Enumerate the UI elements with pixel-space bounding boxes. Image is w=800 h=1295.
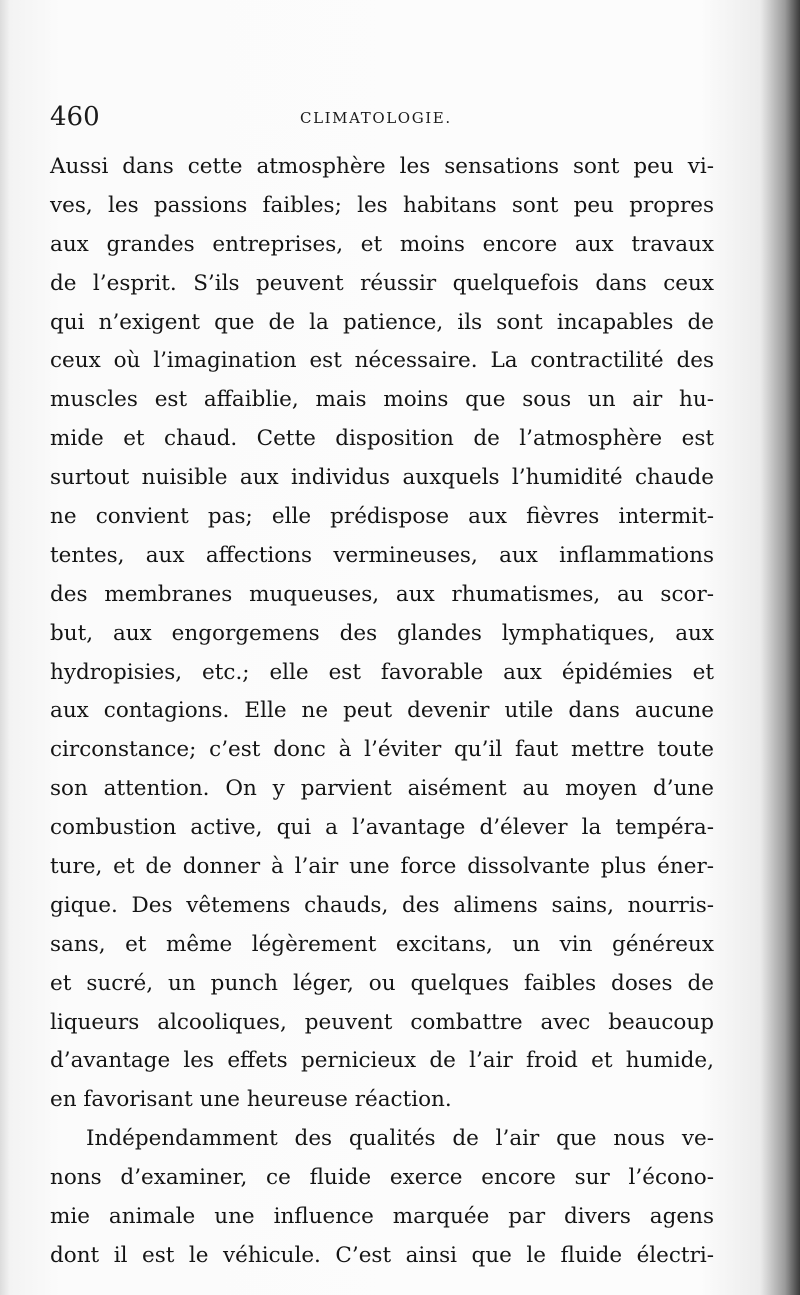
text-line: en favorisant une heureuse réaction. bbox=[50, 1087, 452, 1113]
text-line: des membranes muqueuses, aux rhumatismes, au scor- bbox=[50, 581, 714, 607]
text-line: Aussi dans cette atmosphère les sensations sont peu vi- bbox=[50, 154, 714, 179]
text-line: muscles est affaiblie, mais moins que sous un air hu- bbox=[50, 387, 714, 413]
text-line: ceux où l’imagination est nécessaire. La contractilité des bbox=[50, 348, 714, 374]
paragraph-2 bbox=[50, 1120, 714, 1276]
page-number: 460 bbox=[50, 102, 100, 132]
text-line: mide et chaud. Cette disposition de l’atmosphère est bbox=[50, 426, 714, 452]
paragraph-1 bbox=[50, 148, 714, 1120]
text-line: ves, les passions faibles; les habitans sont peu propres bbox=[50, 192, 714, 218]
page-header bbox=[50, 100, 710, 134]
running-title: CLIMATOLOGIE. bbox=[300, 109, 452, 127]
body-text bbox=[50, 148, 714, 1276]
text-line: tentes, aux affections vermineuses, aux inflammations bbox=[50, 542, 714, 568]
text-line: surtout nuisible aux individus auxquels l’humidité chaude bbox=[50, 465, 714, 491]
text-line: dont il est le véhicule. C’est ainsi que le fluide électri- bbox=[50, 1242, 714, 1268]
text-line: gique. Des vêtemens chauds, des alimens sains, nourris- bbox=[50, 892, 714, 918]
text-line: but, aux engorgemens des glandes lymphatiques, aux bbox=[50, 620, 714, 646]
text-line: circonstance; c’est donc à l’éviter qu’il faut mettre toute bbox=[50, 737, 714, 763]
text-line: hydropisies, etc.; elle est favorable aux épidémies et bbox=[50, 659, 714, 685]
text-line: ne convient pas; elle prédispose aux fièvres intermit- bbox=[50, 504, 714, 530]
text-line: aux contagions. Elle ne peut devenir utile dans aucune bbox=[50, 698, 714, 724]
text-line: sans, et même légèrement excitans, un vin généreux bbox=[50, 931, 714, 957]
text-line: ture, et de donner à l’air une force dissolvante plus éner- bbox=[50, 854, 714, 880]
text-line: qui n’exigent que de la patience, ils sont incapables de bbox=[50, 309, 714, 335]
text-line: mie animale une influence marquée par divers agens bbox=[50, 1204, 714, 1230]
text-line: Indépendamment des qualités de l’air que nous ve- bbox=[86, 1126, 714, 1152]
text-line: liqueurs alcooliques, peuvent combattre avec beaucoup bbox=[50, 1009, 714, 1035]
text-line: aux grandes entreprises, et moins encore aux travaux bbox=[50, 231, 714, 257]
text-line: et sucré, un punch léger, ou quelques faibles doses de bbox=[50, 970, 714, 996]
text-line: d’avantage les effets pernicieux de l’air froid et humide, bbox=[50, 1048, 714, 1074]
text-line: combustion active, qui a l’avantage d’élever la tempéra- bbox=[50, 815, 714, 841]
text-line: de l’esprit. S’ils peuvent réussir quelquefois dans ceux bbox=[50, 270, 714, 296]
text-line: son attention. On y parvient aisément au moyen d’une bbox=[50, 776, 714, 802]
text-line: nons d’examiner, ce fluide exerce encore sur l’écono- bbox=[50, 1165, 714, 1191]
